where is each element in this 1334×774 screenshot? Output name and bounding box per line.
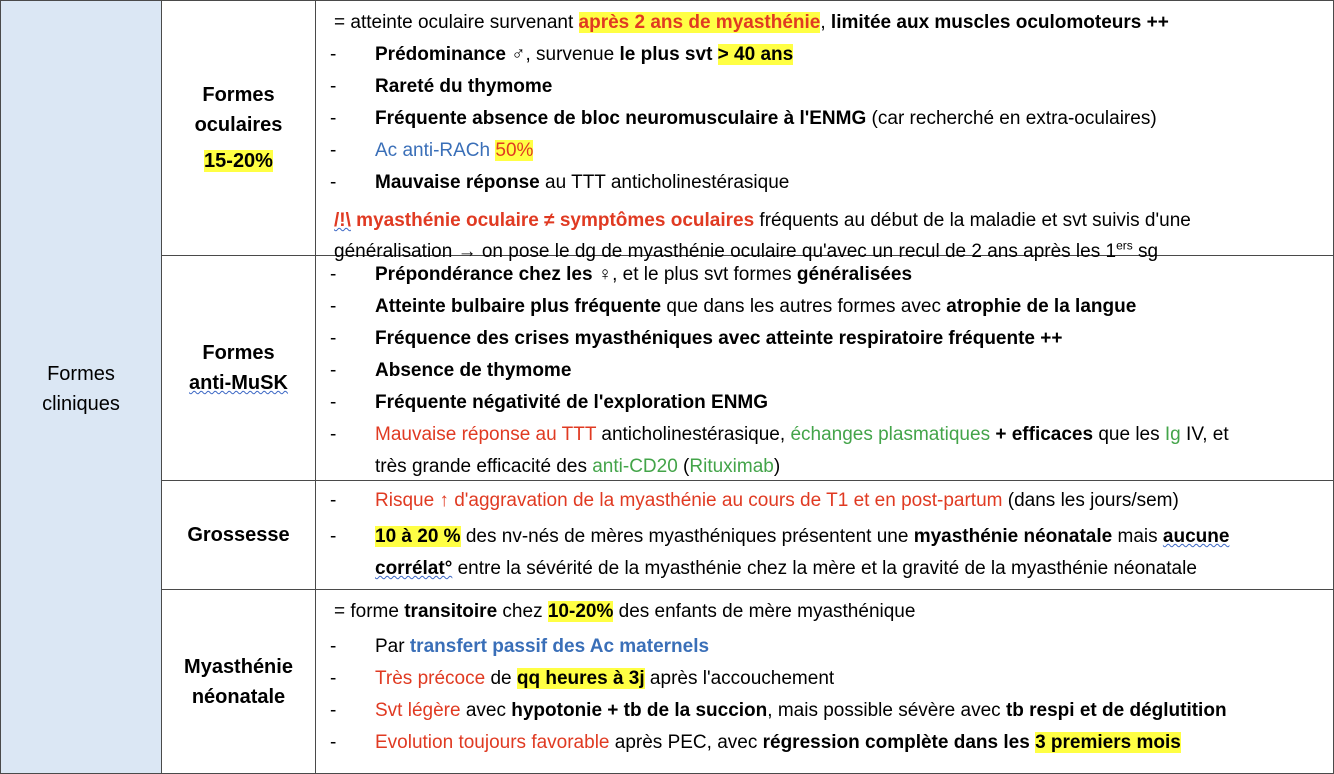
left-category-cell [0, 0, 162, 774]
category-label: Formes cliniques [42, 363, 120, 415]
list-item: - Prédominance ♂, survenue le plus svt > 40 ans [328, 39, 1322, 71]
row-title-anti-musk: Formes anti-MuSK [162, 256, 316, 480]
row-content-neonatal [316, 590, 1334, 774]
warning-note-cont: généralisation → on pose le dg de myasthénie oculaire qu'avec un recul de 2 ans après les 1ers sg [334, 238, 1159, 262]
list-item: - Risque ↑ d'aggravation de la myasthénie au cours de T1 et en post-partum (dans les jours/sem) [328, 485, 1322, 517]
warning-note: /!\ myasthénie oculaire ≠ symptômes oculaires fréquents au début de la maladie et svt suivis d'une [334, 210, 1191, 231]
row-content-pregnancy [316, 481, 1334, 589]
list-item-cont: très grande efficacité des anti-CD20 (Rituximab) [375, 456, 781, 477]
list-item: - Rareté du thymome [328, 71, 1322, 103]
row-pregnancy [162, 481, 1334, 590]
list-item: - Fréquente négativité de l'exploration ENMG [328, 387, 1322, 419]
list-item-cont: corrélat° entre la sévérité de la myasthénie chez la mère et la gravité de la myasthénie néonatale [375, 558, 1197, 579]
row-title-neonatal: Myasthénie néonatale [162, 590, 316, 774]
list-item: - Svt légère avec hypotonie + tb de la succion, mais possible sévère avec tb respi et de déglutition [328, 695, 1322, 727]
list-item: - Absence de thymome [328, 355, 1322, 387]
intro-line: = atteinte oculaire survenant après 2 ans de myasthénie, limitée aux muscles oculomoteurs ++ [334, 12, 1169, 33]
row-title-pregnancy: Grossesse [162, 481, 316, 589]
prevalence-badge: 15-20% [204, 149, 273, 172]
row-title-ocular: Formes oculaires 15-20% [162, 0, 316, 255]
row-content-ocular [316, 0, 1334, 262]
row-anti-musk [162, 256, 1334, 481]
list-item: - Fréquente absence de bloc neuromusculaire à l'ENMG (car recherché en extra-oculaires) [328, 103, 1322, 135]
list-item: - Atteinte bulbaire plus fréquente que dans les autres formes avec atrophie de la langue [328, 291, 1322, 323]
list-item: - Très précoce de qq heures à 3j après l'accouchement [328, 663, 1322, 695]
list-item: - 10 à 20 % des nv-nés de mères myasthéniques présentent une myasthénie néonatale mais aucune [328, 521, 1322, 553]
list-item: - Mauvaise réponse au TTT anticholinestérasique, échanges plasmatiques + efficaces que les Ig IV, et [328, 419, 1322, 451]
list-item: - Par transfert passif des Ac maternels [328, 631, 1322, 663]
list-item: - Evolution toujours favorable après PEC, avec régression complète dans les 3 premiers mois [328, 727, 1322, 759]
row-content-anti-musk [316, 256, 1334, 480]
list-item: - Mauvaise réponse au TTT anticholinestérasique [328, 167, 1322, 199]
list-item: - Prépondérance chez les ♀, et le plus svt formes généralisées [328, 259, 1322, 291]
list-item: - Ac anti-RACh 50% [328, 135, 1322, 167]
row-ocular-forms [162, 0, 1334, 262]
list-item: - Fréquence des crises myasthéniques avec atteinte respiratoire fréquente ++ [328, 323, 1322, 355]
intro-line: = forme transitoire chez 10-20% des enfants de mère myasthénique [334, 601, 916, 622]
row-neonatal [162, 590, 1334, 774]
